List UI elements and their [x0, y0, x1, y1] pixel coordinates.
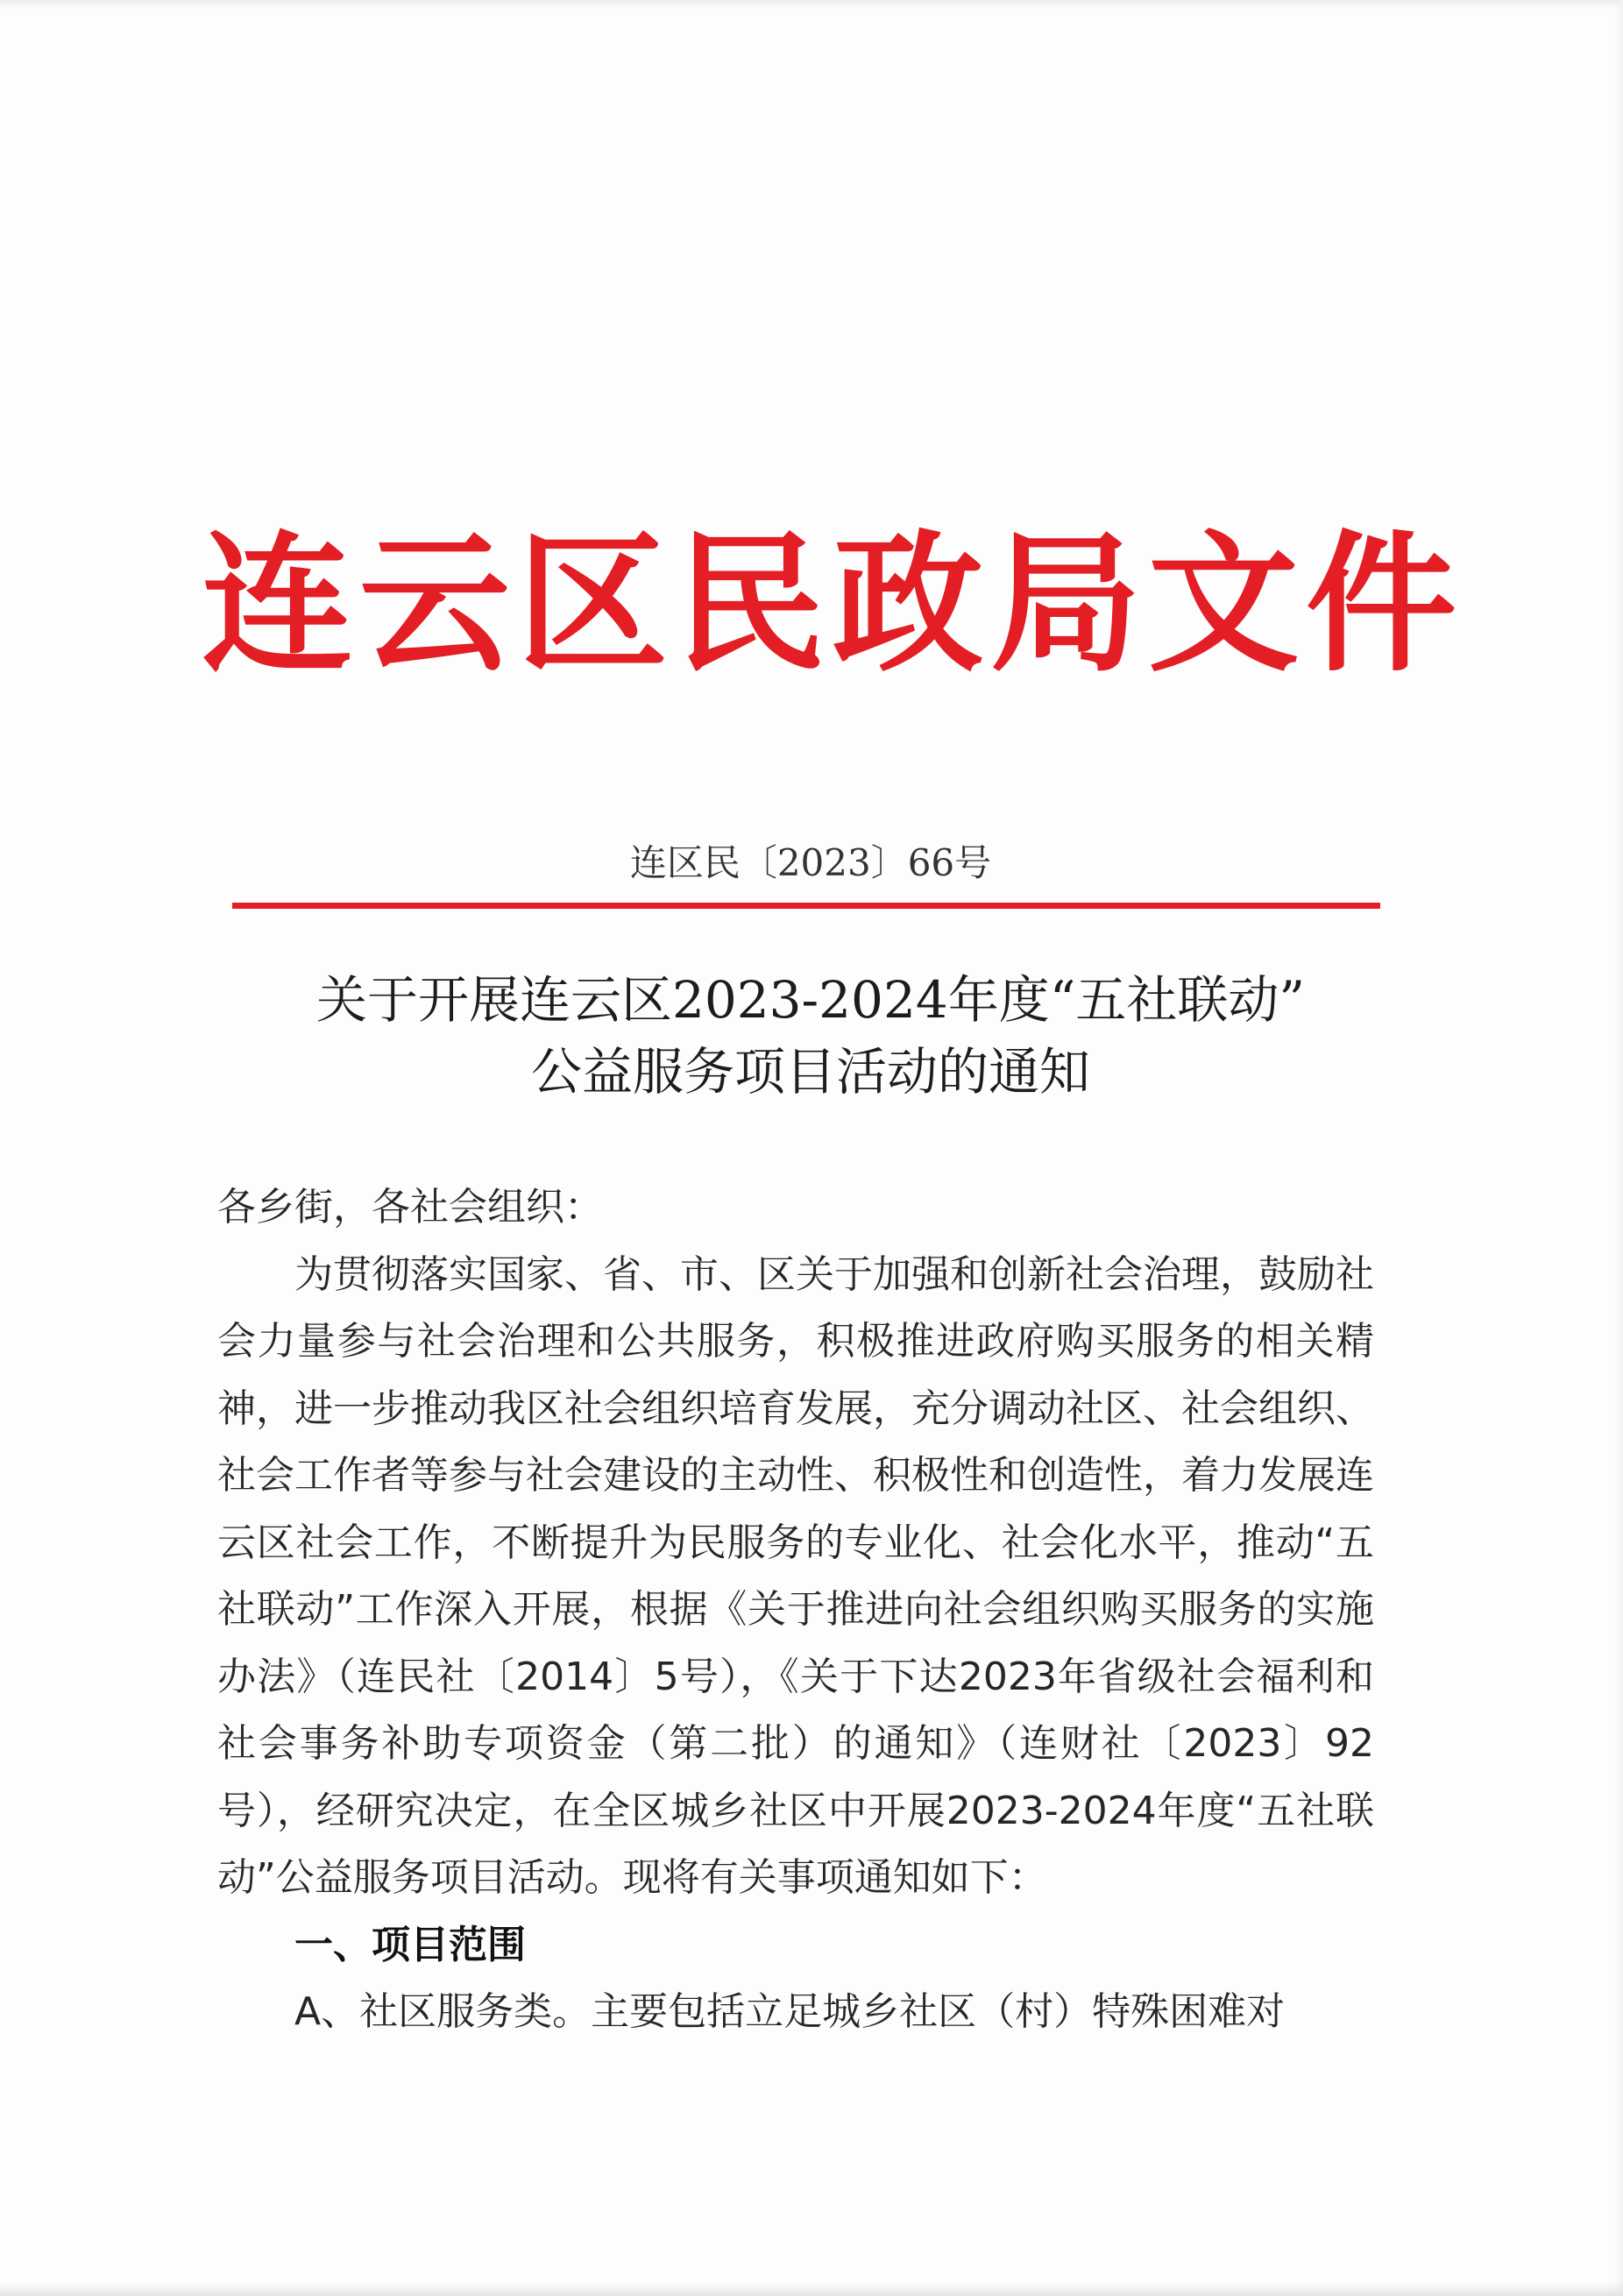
notice-title-line-1: 关于开展连云区2023-2024年度“五社联动”: [315, 970, 1306, 1030]
red-divider-line: [232, 903, 1380, 909]
document-number: 连区民〔2023〕66号: [629, 841, 992, 884]
salutation: 各乡街，各社会组织：: [217, 1185, 603, 1229]
notice-title-line-2: 公益服务项目活动的通知: [530, 1042, 1090, 1102]
scan-edge-bottom: [0, 2282, 1623, 2296]
body-paragraph-1: 为贯彻落实国家、省、市、区关于加强和创新社会治理，鼓励社会力量参与社会治理和公共服务，积极推进政府购买服务的相关精神，进一步推动我区社会组织培育发展，充分调动社区、社会组织、社会工作者等参与社会建设的主动性、积极性和创造性，着力发展连云区社会工作，不断提升为民服务的专业化、社会化水平，推动“五社联动”工作深入开展，根据《关于推进向社会组织购买服务的实施办法》（连民社〔2014〕5号），《关于下达2023年省级社会福利和社会事务补助专项资金（第二批）的通知》（连财社〔2023〕92号），经研究决定，在全区城乡社区中开展2023-2024年度“五社联动”公益服务项目活动。现将有关事项通知如下：: [217, 1251, 1374, 1900]
notice-title: [175, 964, 1446, 1108]
document-header-title: 连云区民政局文件: [202, 516, 1464, 692]
scan-edge-top: [0, 0, 1623, 9]
scan-edge-right: [1614, 0, 1623, 2296]
body-paragraph-2: A、社区服务类。主要包括立足城乡社区（村）特殊困难对: [294, 1989, 1286, 2034]
document-body: [217, 1174, 1374, 2046]
section-heading-1: 一、项目范围: [294, 1922, 526, 1967]
